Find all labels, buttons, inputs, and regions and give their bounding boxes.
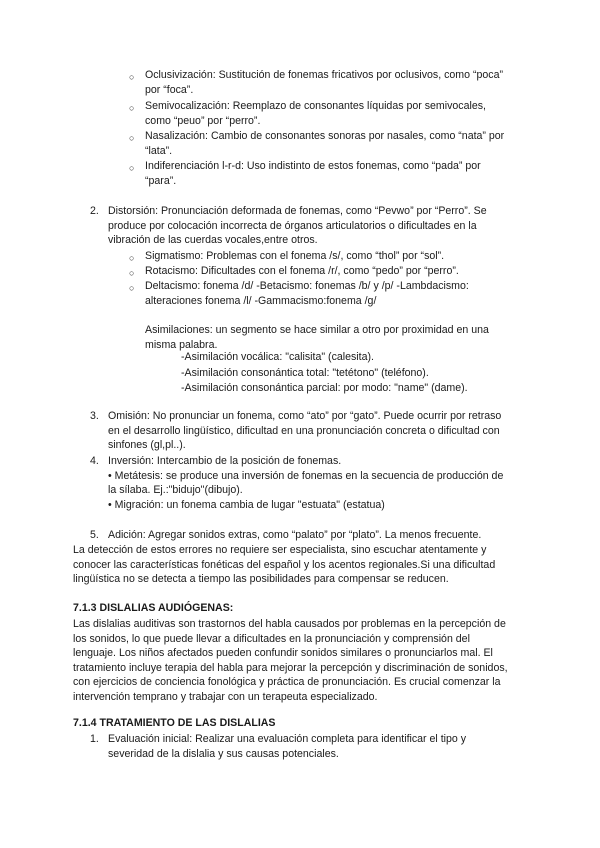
section-heading-dislalias-audiogenas: 7.1.3 DISLALIAS AUDIÓGENAS: xyxy=(73,602,234,614)
bullet-rotacismo: Rotacismo: Dificultades con el fonema /r/, como “pedo” por “perro”. xyxy=(145,265,459,277)
bullet-circle-icon: ○ xyxy=(129,283,135,293)
deteccion-paragraph: La detección de estos errores no requiere ser especialista, sino escuchar atentamente y conocer las características fonéticas del español y los acentos regionales.Si una dificultad lingüística no se detecta a tiempo las posibilidades para compensar se reducen. xyxy=(73,544,496,586)
list-number: 5. xyxy=(90,529,99,541)
asimilaciones-text: Asimilaciones: un segmento se hace similar a otro por proximidad en una misma palabra. xyxy=(145,324,489,351)
list-number: 3. xyxy=(90,410,99,422)
bullet-indiferenciacion: Indiferenciación l-r-d: Uso indistinto de estos fonemas, como “pada” por “para”. xyxy=(145,160,481,187)
omision-text: Omisión: No pronunciar un fonema, como “ato” por “gato”. Puede ocurrir por retraso en el desarrollo lingüístico, dificultad en una pronunciación concreta o dificultad con sinfones (gl,pl..). xyxy=(108,410,502,452)
asimilaciones-list: -Asimilación vocálica: "calisita" (calesita). -Asimilación consonántica total: "tetétono" (teléfono). -Asimilación consonántica parcial: por modo: "name" (dame). xyxy=(181,351,468,394)
list-number: 2. xyxy=(90,205,99,217)
list-number: 1. xyxy=(90,733,99,745)
bullet-circle-icon: ○ xyxy=(129,133,135,143)
adicion-text: Adición: Agregar sonidos extras, como “palato” por “plato”. La menos frecuente. xyxy=(108,529,482,541)
bullet-circle-icon: ○ xyxy=(129,163,135,173)
bullet-deltacismo: Deltacismo: fonema /d/ -Betacismo: fonemas /b/ y /p/ -Lambdacismo: alteraciones fonema /l/ -Gammacismo:fonema /g/ xyxy=(145,280,469,307)
inversion-text: Inversión: Intercambio de la posición de fonemas. • Metátesis: se produce una inversión de fonemas en la secuencia de producción de la sílaba. Ej.:"bidujo"(dibujo). • Migración: un fonema cambia de lugar "estuata" (estatua) xyxy=(108,455,504,511)
evaluacion-text: Evaluación inicial: Realizar una evaluación completa para identificar el tipo y severidad de la dislalia y sus causas potenciales. xyxy=(108,733,467,760)
bullet-circle-icon: ○ xyxy=(129,253,135,263)
bullet-circle-icon: ○ xyxy=(129,268,135,278)
bullet-circle-icon: ○ xyxy=(129,103,135,113)
bullet-sigmatismo: Sigmatismo: Problemas con el fonema /s/, como “thol” por “sol”. xyxy=(145,250,445,262)
distorsion-text: Distorsión: Pronunciación deformada de fonemas, como “Pevwo” por “Perro”. Se produce por colocación incorrecta de órganos articulatorios o dificultades en la vibración de las cuerdas vocales,entre otros. xyxy=(108,205,487,247)
section-heading-tratamiento: 7.1.4 TRATAMIENTO DE LAS DISLALIAS xyxy=(73,717,276,729)
bullet-circle-icon: ○ xyxy=(129,72,135,82)
bullet-oclusivizacion: Oclusivización: Sustitución de fonemas fricativos por oclusivos, como “poca” por “foca”. xyxy=(145,69,503,96)
bullet-nasalizacion: Nasalización: Cambio de consonantes sonoras por nasales, como “nata” por “lata”. xyxy=(145,130,505,157)
list-number: 4. xyxy=(90,455,99,467)
bullet-semivocalizacion: Semivocalización: Reemplazo de consonantes líquidas por semivocales, como “peuo” por “perro”. xyxy=(145,100,486,127)
dislalias-audiogenas-paragraph: Las dislalias auditivas son trastornos del habla causados por problemas en la percepción de los sonidos, lo que puede llevar a dificultades en la pronunciación y comprensión del lenguaje. Los niños afectados pueden confundir sonidos similares o pronunciarlos mal. El tratamiento incluye terapia del habla para mejorar la percepción y discriminación de sonidos, con ejercicios de conciencia fonológica y práctica de pronunciación. Es crucial comenzar la intervención temprano y trabajar con un terapeuta especializado. xyxy=(73,618,508,703)
